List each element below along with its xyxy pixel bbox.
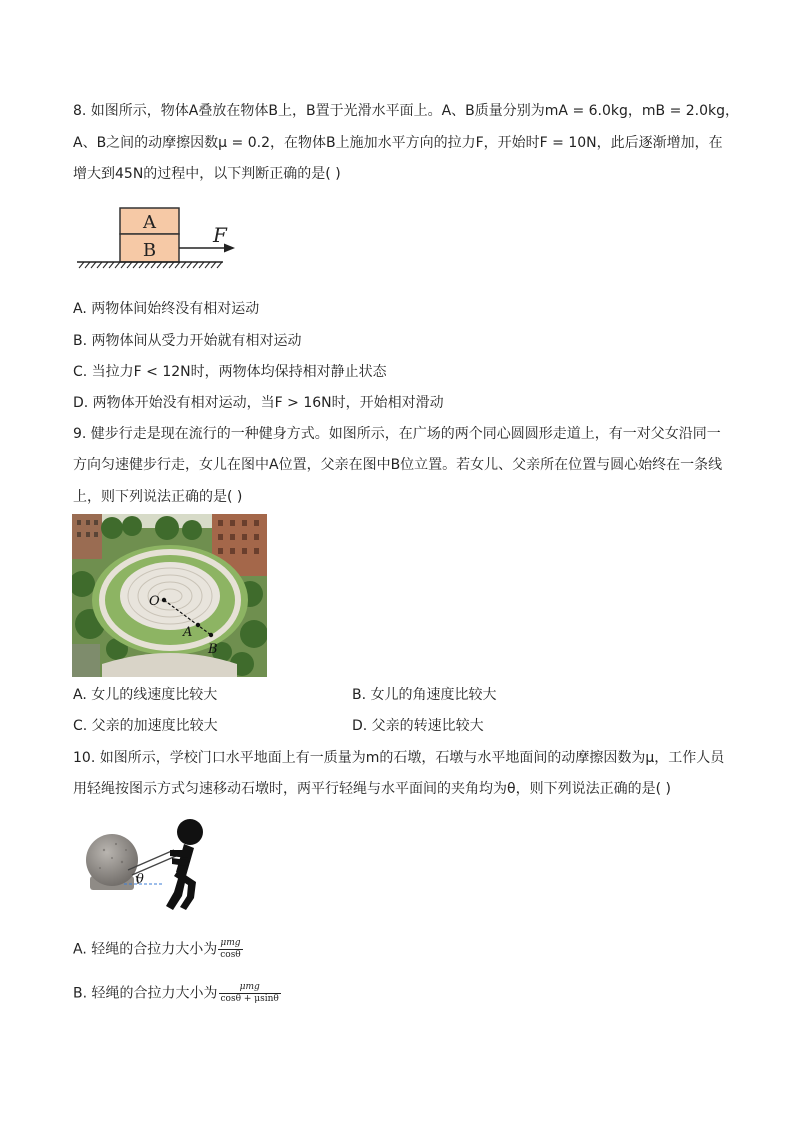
worker-head [177,819,203,845]
q10-stem-line-2: 用轻绳按图示方式匀速移动石墩时，两平行轻绳与水平面间的夹角均为θ，则下列说法正确的是( ) [73,781,671,797]
q9-stem-line-2: 方向匀速健步行走，女儿在图中A位置，父亲在图中B位立置。若女儿、父亲所在位置与圆心始终在一条线 [73,457,723,473]
q10-option-a-text: A. 轻绳的合拉力大小为 [73,941,218,958]
q8-option-b: B. 两物体间从受力开始就有相对运动 [73,333,302,349]
q9-option-a: A. 女儿的线速度比较大 [73,687,218,703]
q9-stem-line-3: 上，则下列说法正确的是( ) [73,489,243,505]
center-point [162,598,166,602]
q10-option-a-fraction [218,938,243,961]
point-b [209,633,213,637]
label-a: A [183,625,193,640]
q10-option-b [73,982,281,1005]
angle-label: θ [136,872,144,887]
label-o: O [149,594,160,609]
point-a [196,623,200,627]
plaza-center [120,562,220,630]
q10-stem-line-1: 10. 如图所示，学校门口水平地面上有一质量为m的石墩，石墩与水平地面间的动摩擦因数为μ，工作人员 [73,750,725,766]
q9-option-c: C. 父亲的加速度比较大 [73,718,218,734]
q8-stem-line-2: A、B之间的动摩擦因数μ = 0.2，在物体B上施加水平方向的拉力F，开始时F = 10N，此后逐渐增加，在 [73,135,723,151]
q10-option-a-numerator: μmg [218,938,243,950]
q10-option-b-text: B. 轻绳的合拉力大小为 [73,985,218,1002]
q10-option-b-numerator: μmg [219,982,281,994]
block-b-label: B [142,240,157,261]
q8-option-d: D. 两物体开始没有相对运动，当F > 16N时，开始相对滑动 [73,395,444,411]
q9-stem-line-1: 9. 健步行走是现在流行的一种健身方式。如图所示，在广场的两个同心圆圆形走道上，有一对父女沿同一 [73,426,721,442]
q8-option-c: C. 当拉力F < 12N时，两物体均保持相对静止状态 [73,364,387,380]
label-b: B [208,642,218,657]
q10-option-b-fraction [219,982,281,1005]
q9-plaza-photo [72,514,267,677]
q10-option-b-denominator: cosθ + μsinθ [220,994,279,1004]
q9-option-b: B. 女儿的角速度比较大 [352,687,497,703]
block-a-label: A [143,212,156,233]
q8-blocks-figure [73,202,243,272]
stone-ball [86,834,138,886]
force-label: F [213,223,227,247]
q10-stone-pier-figure [78,810,218,920]
q8-stem-line-3: 增大到45N的过程中，以下判断正确的是( ) [73,166,341,182]
q8-stem-line-1: 8. 如图所示，物体A叠放在物体B上，B置于光滑水平面上。A、B质量分别为mA = 6.0kg，mB = 2.0kg， [73,103,740,119]
q10-option-a [73,938,243,961]
q8-option-a: A. 两物体间始终没有相对运动 [73,301,260,317]
q10-option-a-denominator: cosθ [220,950,241,960]
q9-option-d: D. 父亲的转速比较大 [352,718,484,734]
